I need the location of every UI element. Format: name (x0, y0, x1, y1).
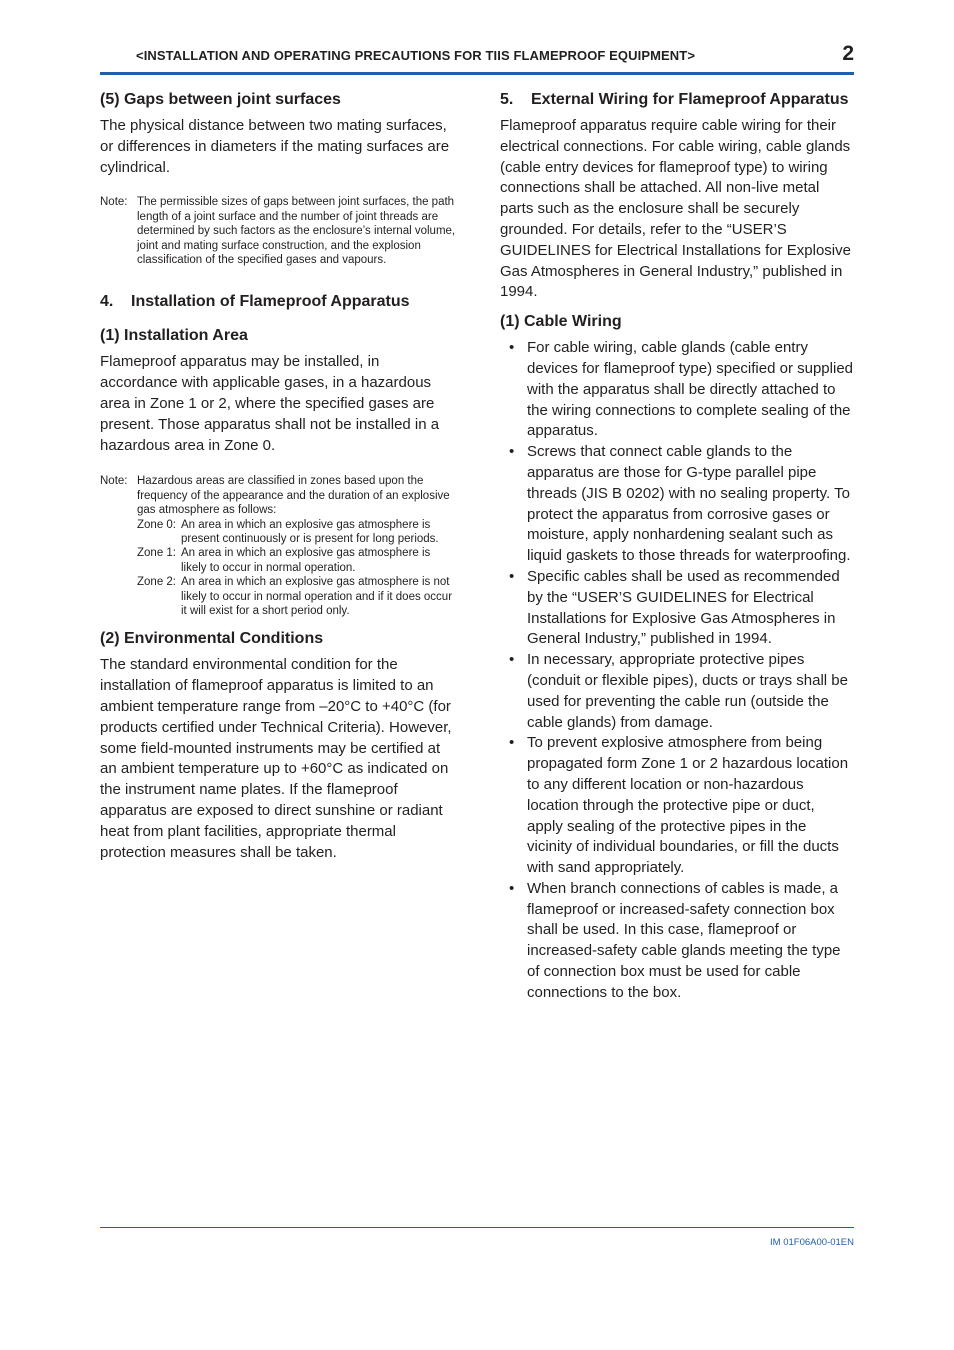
zone-2-text: An area in which an explosive gas atmosphere is not likely to occur in normal operation and if it does occur it will exist for a short period only. (181, 576, 453, 618)
installation-area-body: Flameproof apparatus may be installed, in accordance with applicable gases, in a hazardous area in Zone 1 or 2, where the specified gases are present. Those apparatus shall not be installed in a hazardous area in Zone 0. (100, 353, 440, 454)
list-item-text: To prevent explosive atmosphere from being propagated form Zone 1 or 2 hazardous location to any different location or non-hazardous location through the protective pipe or duct, apply sealing of the protective pipes in the vicinity of individual boundaries, or fill the ducts with sand appropriately. (527, 734, 849, 877)
list-item (500, 733, 854, 879)
list-item-text: Screws that connect cable glands to the apparatus are those for G-type parallel pipe threads (JIS B 0202) with no sealing property. To protect the apparatus from corrosive gases or moisture, apply nonhardening sealant such as liquid gaskets to those threads for waterproofing. (527, 443, 851, 565)
list-item (500, 650, 854, 733)
section-5-heading (500, 90, 854, 110)
zone-2-label: Zone 2: (137, 576, 176, 589)
zones-note-body (137, 474, 456, 618)
list-item (500, 442, 854, 567)
zone-1-label: Zone 1: (137, 547, 176, 560)
zone-1-definition (137, 546, 456, 575)
header-title: <INSTALLATION AND OPERATING PRECAUTIONS FOR TIIS FLAMEPROOF EQUIPMENT> (136, 48, 696, 63)
zone-0-definition (137, 518, 456, 547)
section-4-title: Installation of Flameproof Apparatus (131, 293, 410, 311)
zone-0-label: Zone 0: (137, 518, 176, 531)
environmental-conditions-body: The standard environmental condition for the installation of flameproof apparatus is limited to an ambient temperature range from –20°C to +40°C (for products certified under Technical Criteria). However, some field-mounted instruments may be certified at an ambient temperature up to +60°C as indicated on the instrument name plates. If the flameproof apparatus are exposed to direct sunshine or radiant heat from plant facilities, appropriate thermal protection measures shall be taken. (100, 656, 452, 861)
bullet-icon: • (509, 567, 515, 585)
environmental-conditions-heading: (2) Environmental Conditions (100, 630, 324, 648)
list-item (500, 567, 854, 650)
gaps-body: The physical distance between two mating surfaces, or differences in diameters if the mating surfaces are cylindrical. (100, 117, 450, 176)
document-code: IM 01F06A00-01EN (770, 1237, 854, 1248)
section-5-title: External Wiring for Flameproof Apparatus (531, 91, 849, 108)
list-item (500, 879, 854, 1004)
left-column (100, 90, 456, 863)
zone-1-text: An area in which an explosive gas atmosphere is likely to occur in normal operation. (181, 547, 431, 574)
section-4-number: 4. (100, 293, 114, 311)
bullet-icon: • (509, 339, 515, 357)
bullet-icon: • (509, 879, 515, 897)
gaps-note (100, 195, 456, 267)
list-item (500, 338, 854, 442)
page-number: 2 (842, 42, 854, 65)
zones-note (100, 474, 456, 618)
bullet-icon: • (509, 651, 515, 669)
cable-wiring-heading: (1) Cable Wiring (500, 313, 622, 331)
zones-note-label: Note: (100, 475, 128, 488)
list-item-text: Specific cables shall be used as recommended by the “USER’S GUIDELINES for Electrical Installations for Explosive Gas Atmospheres in General Industry,” published in 1994. (527, 567, 840, 648)
section-5-body: Flameproof apparatus require cable wiring for their electrical connections. For cable wiring, cable glands (cable entry devices for flameproof type) to wiring connections shall be attached. All non-live metal parts such as the enclosure shall be securely grounded. For details, refer to the “USER’S GUIDELINES for Electrical Installations for Explosive Gas Atmospheres in General Industry,” published in 1994. (500, 117, 851, 301)
gaps-heading: (5) Gaps between joint surfaces (100, 91, 341, 108)
footer-rule (100, 1227, 854, 1228)
list-item-text: For cable wiring, cable glands (cable entry devices for flameproof type) specified or supplied with the apparatus shall be directly attached to the wiring connections to complete sealing of the apparatus. (527, 339, 854, 440)
gaps-note-text: The permissible sizes of gaps between joint surfaces, the path length of a joint surface and the number of joint threads are determined by such factors as the enclosure’s internal volume, joint and mating surface construction, and the explosion classification of the specified gases and vapours. (137, 196, 456, 267)
gaps-note-label: Note: (100, 196, 128, 209)
zones-note-intro: Hazardous areas are classified in zones based upon the frequency of the appearance and the duration of an explosive gas atmosphere as follows: (137, 475, 450, 517)
right-column (500, 90, 854, 1004)
bullet-icon: • (509, 734, 515, 752)
cable-wiring-list (500, 338, 854, 1004)
section-4-heading (100, 292, 456, 312)
zone-2-definition (137, 575, 456, 618)
section-5-number: 5. (500, 91, 514, 108)
bullet-icon: • (509, 443, 515, 461)
list-item-text: In necessary, appropriate protective pipes (conduit or flexible pipes), ducts or trays shall be used for preventing the cable run (outside the cable glands) from damage. (527, 651, 848, 731)
zone-0-text: An area in which an explosive gas atmosphere is present continuously or is present for long periods. (181, 518, 439, 546)
installation-area-heading: (1) Installation Area (100, 327, 248, 345)
header-rule (100, 72, 854, 75)
list-item-text: When branch connections of cables is made, a flameproof or increased-safety connection box shall be used. In this case, flameproof or increased-safety cable glands meeting the type of connection box must be used for cable connections to the box. (527, 879, 841, 1001)
